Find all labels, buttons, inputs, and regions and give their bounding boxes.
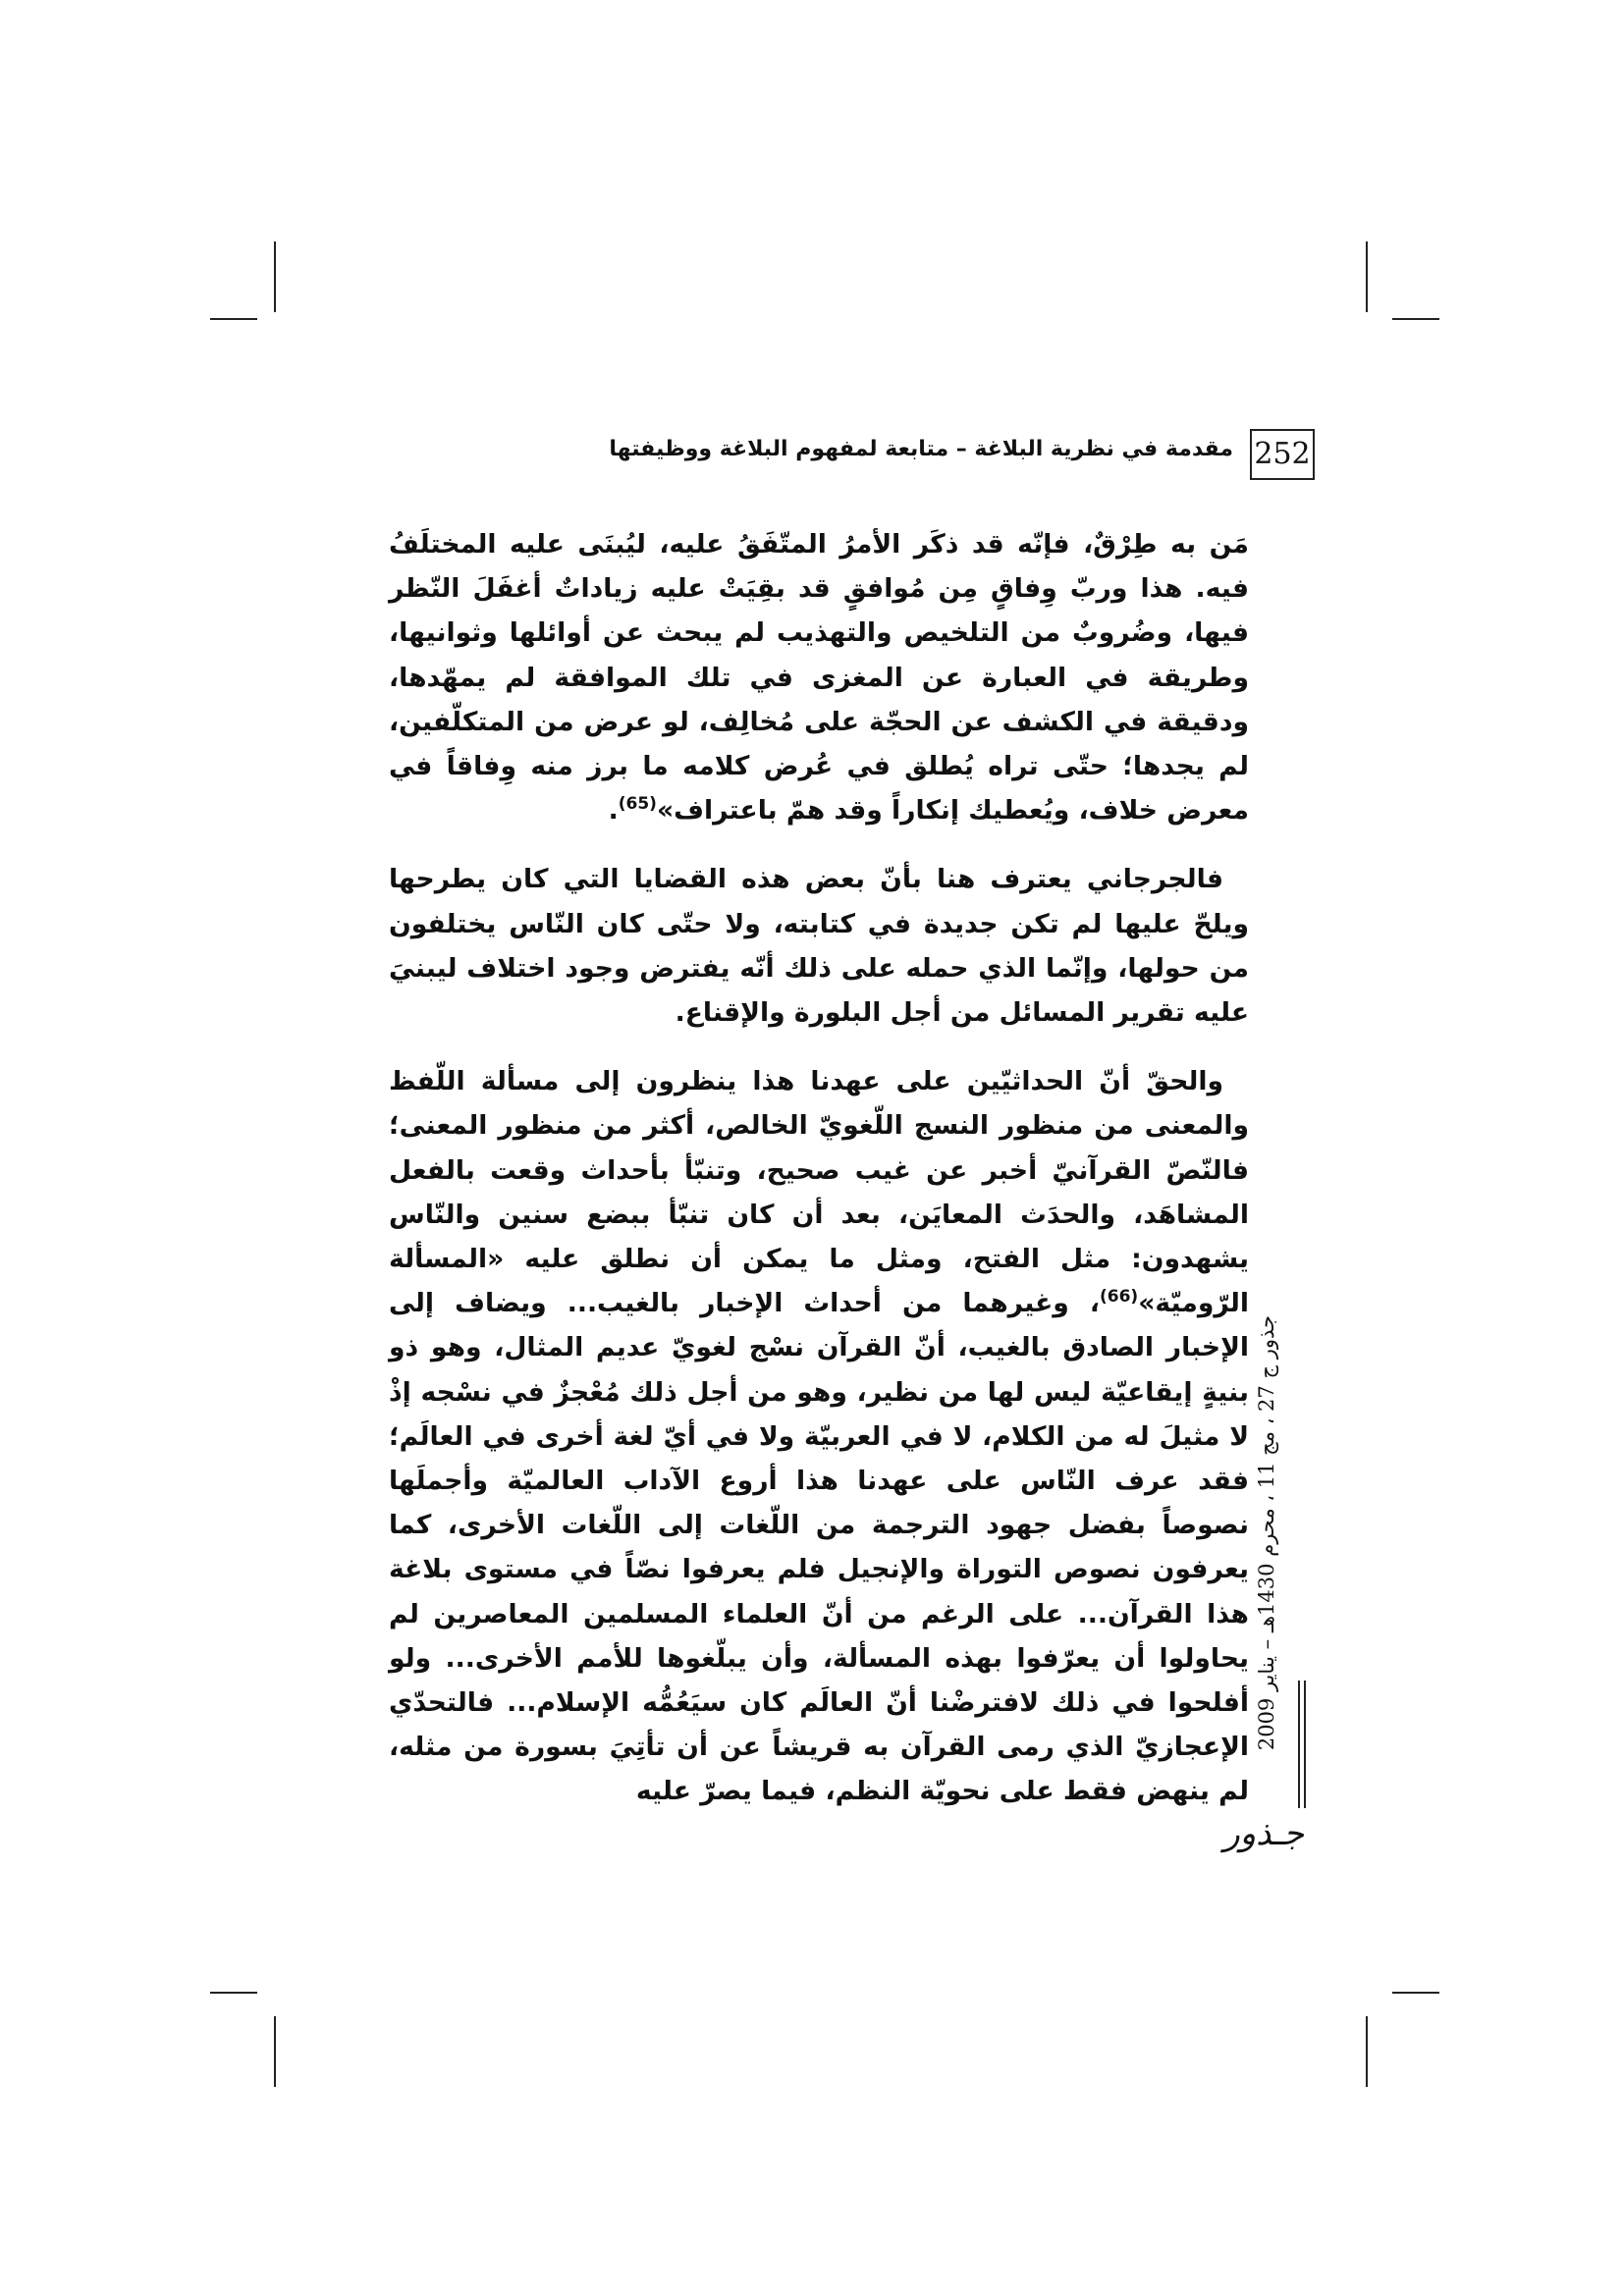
paragraph-2: فالجرجاني يعترف هنا بأنّ بعض هذه القضايا التي كان يطرحها ويلحّ عليها لم تكن جديدة في كتابته، ولا حتّى كان النّاس يختلفون من حولها، وإنّما الذي حمله على ذلك أنّه يفترض وجود اختلاف ليبنيَ عليه تقرير المسائل من أجل البلورة والإقناع.	[389, 864, 1249, 1029]
side-rule-left	[1298, 1681, 1300, 1808]
running-head: مقدمة في نظرية البلاغة – متابعة لمفهوم البلاغة ووظيفتها	[609, 437, 1233, 461]
paragraph-1-tail: .	[608, 795, 619, 827]
footnote-ref-66: (66)	[1099, 1287, 1139, 1308]
crop-mark-bottom-left-vertical	[274, 2016, 276, 2087]
footnote-ref-65: (65)	[618, 794, 657, 815]
page-number: 252	[1250, 429, 1315, 480]
crop-mark-top-left-vertical	[274, 241, 276, 312]
journal-logo: جـذور	[1223, 1814, 1304, 1853]
crop-mark-bottom-right-horizontal	[1392, 1992, 1439, 1994]
crop-mark-top-left-horizontal	[210, 318, 257, 320]
paragraph-3-text: والحقّ أنّ الحداثيّين على عهدنا هذا ينظرون إلى مسألة اللّفظ والمعنى من منظور النسج اللّغويّ الخالص، أكثر من منظور المعنى؛ فالنّصّ القرآنيّ أخبر عن غيب صحيح، وتنبّأ بأحداث وقعت بالفعل المشاهَد، والحدَث المعايَن، بعد أن كان تنبّأ ببضع سنين والنّاس يشهدون: مثل الفتح، ومثل ما يمكن أن نطلق عليه «المسألة الرّوميّة»	[389, 1066, 1249, 1319]
paragraph-3	[389, 1059, 1249, 1813]
paragraph-3-tail: ، وغيرهما من أحداث الإخبار بالغيب... ويضاف إلى الإخبار الصادق بالغيب، أنّ القرآن نسْج لغويّ عديم المثال، وهو ذو بنيةٍ إيقاعيّة ليس لها من نظير، وهو من أجل ذلك مُعْجزٌ في نسْجه إذْ لا مثيلَ له من الكلام، لا في العربيّة ولا في أيّ لغة أخرى في العالَم؛ فقد عرف النّاس على عهدنا هذا أروع الآداب العالميّة وأجملَها نصوصاً بفضل جهود الترجمة من اللّغات إلى اللّغات الأخرى، كما يعرفون نصوص التوراة والإنجيل فلم يعرفوا نصّاً في مستوى بلاغة هذا القرآن... على الرغم من أنّ العلماء المسلمين المعاصرين لم يحاولوا أن يعرّفوا بهذه المسألة، وأن يبلّغوها للأمم الأخرى... ولو أفلحوا في ذلك لافترضْنا أنّ العالَم كان سيَعُمُّه الإسلام... فالتحدّي الإعجازيّ الذي رمى القرآن به قريشاً عن أن تأتِيَ بسورة من مثله، لم ينهض فقط على نحويّة النظم، فيما يصرّ عليه	[389, 1288, 1249, 1807]
journal-issue-caption: جذور ج 27 ، مج 11 ، محرم 1430هـ – يناير 2009	[1255, 1315, 1278, 1751]
crop-mark-bottom-right-vertical	[1366, 2016, 1368, 2087]
crop-mark-top-right-vertical	[1366, 241, 1368, 312]
paragraph-1	[389, 522, 1249, 832]
side-rule-right	[1304, 1681, 1306, 1808]
article-body	[389, 522, 1249, 1839]
crop-mark-top-right-horizontal	[1392, 318, 1439, 320]
crop-mark-bottom-left-horizontal	[210, 1992, 257, 1994]
paragraph-1-text: مَن به طِرْقٌ، فإنّه قد ذكَر الأمرُ المتّفَقُ عليه، ليُبنَى عليه المختلَفُ فيه. هذا وربّ وِفاقٍ مِن مُوافقٍ قد بقِيَتْ عليه زياداتٌ أغفَلَ النّظر فيها، وضُروبٌ من التلخيص والتهذيب لم يبحث عن أوائلها وثوانيها، وطريقة في العبارة عن المغزى في تلك الموافقة لم يمهّدها، ودقيقة في الكشف عن الحجّة على مُخالِف، لو عرض من المتكلّفين، لم يجدها؛ حتّى تراه يُطلق في عُرض كلامه ما برز منه وِفاقاً في معرض خلاف، ويُعطيك إنكاراً وقد همّ باعتراف»	[389, 529, 1249, 827]
